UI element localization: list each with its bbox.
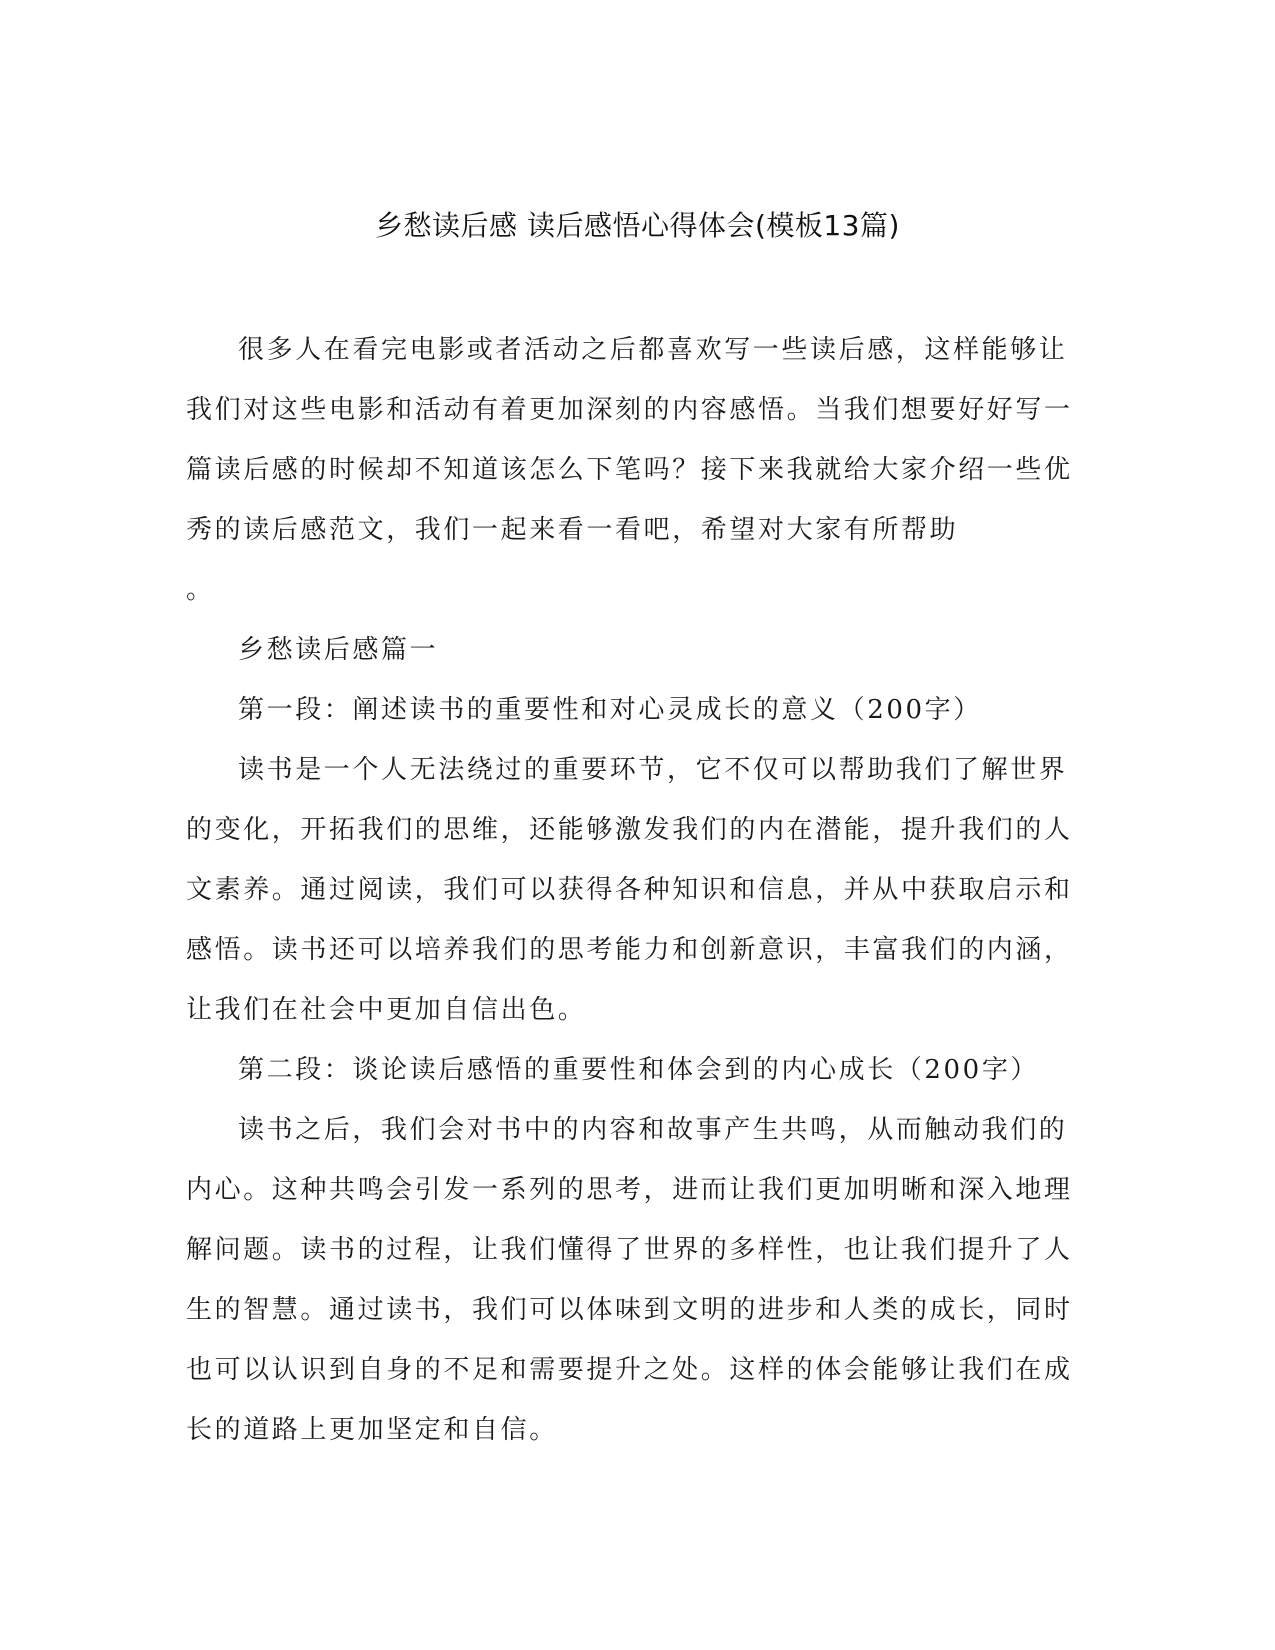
subsection-heading-2: 第二段：谈论读后感悟的重要性和体会到的内心成长（200字） bbox=[238, 1055, 1040, 1085]
intro-paragraph-end-mark: 。 bbox=[186, 575, 215, 605]
document-body bbox=[186, 320, 1086, 1460]
subsection-heading-1: 第一段：阐述读书的重要性和对心灵成长的意义（200字） bbox=[238, 695, 982, 725]
intro-paragraph: 很多人在看完电影或者活动之后都喜欢写一些读后感，这样能够让我们对这些电影和活动有着更加深刻的内容感悟。当我们想要好好写一篇读后感的时候却不知道该怎么下笔吗？接下来我就给大家介绍一些优秀的读后感范文，我们一起来看一看吧，希望对大家有所帮助 bbox=[186, 335, 1073, 545]
body-paragraph-2: 读书之后，我们会对书中的内容和故事产生共鸣，从而触动我们的内心。这种共鸣会引发一系列的思考，进而让我们更加明晰和深入地理解问题。读书的过程，让我们懂得了世界的多样性，也让我们提升了人生的智慧。通过读书，我们可以体味到文明的进步和人类的成长，同时也可以认识到自身的不足和需要提升之处。这样的体会能够让我们在成长的道路上更加坚定和自信。 bbox=[186, 1115, 1073, 1445]
body-paragraph-1: 读书是一个人无法绕过的重要环节，它不仅可以帮助我们了解世界的变化，开拓我们的思维，还能够激发我们的内在潜能，提升我们的人文素养。通过阅读，我们可以获得各种知识和信息，并从中获取启示和感悟。读书还可以培养我们的思考能力和创新意识，丰富我们的内涵，让我们在社会中更加自信出色。 bbox=[186, 755, 1073, 1025]
document-title: 乡愁读后感 读后感悟心得体会(模板13篇) bbox=[375, 209, 900, 242]
section-heading: 乡愁读后感篇一 bbox=[238, 635, 439, 665]
